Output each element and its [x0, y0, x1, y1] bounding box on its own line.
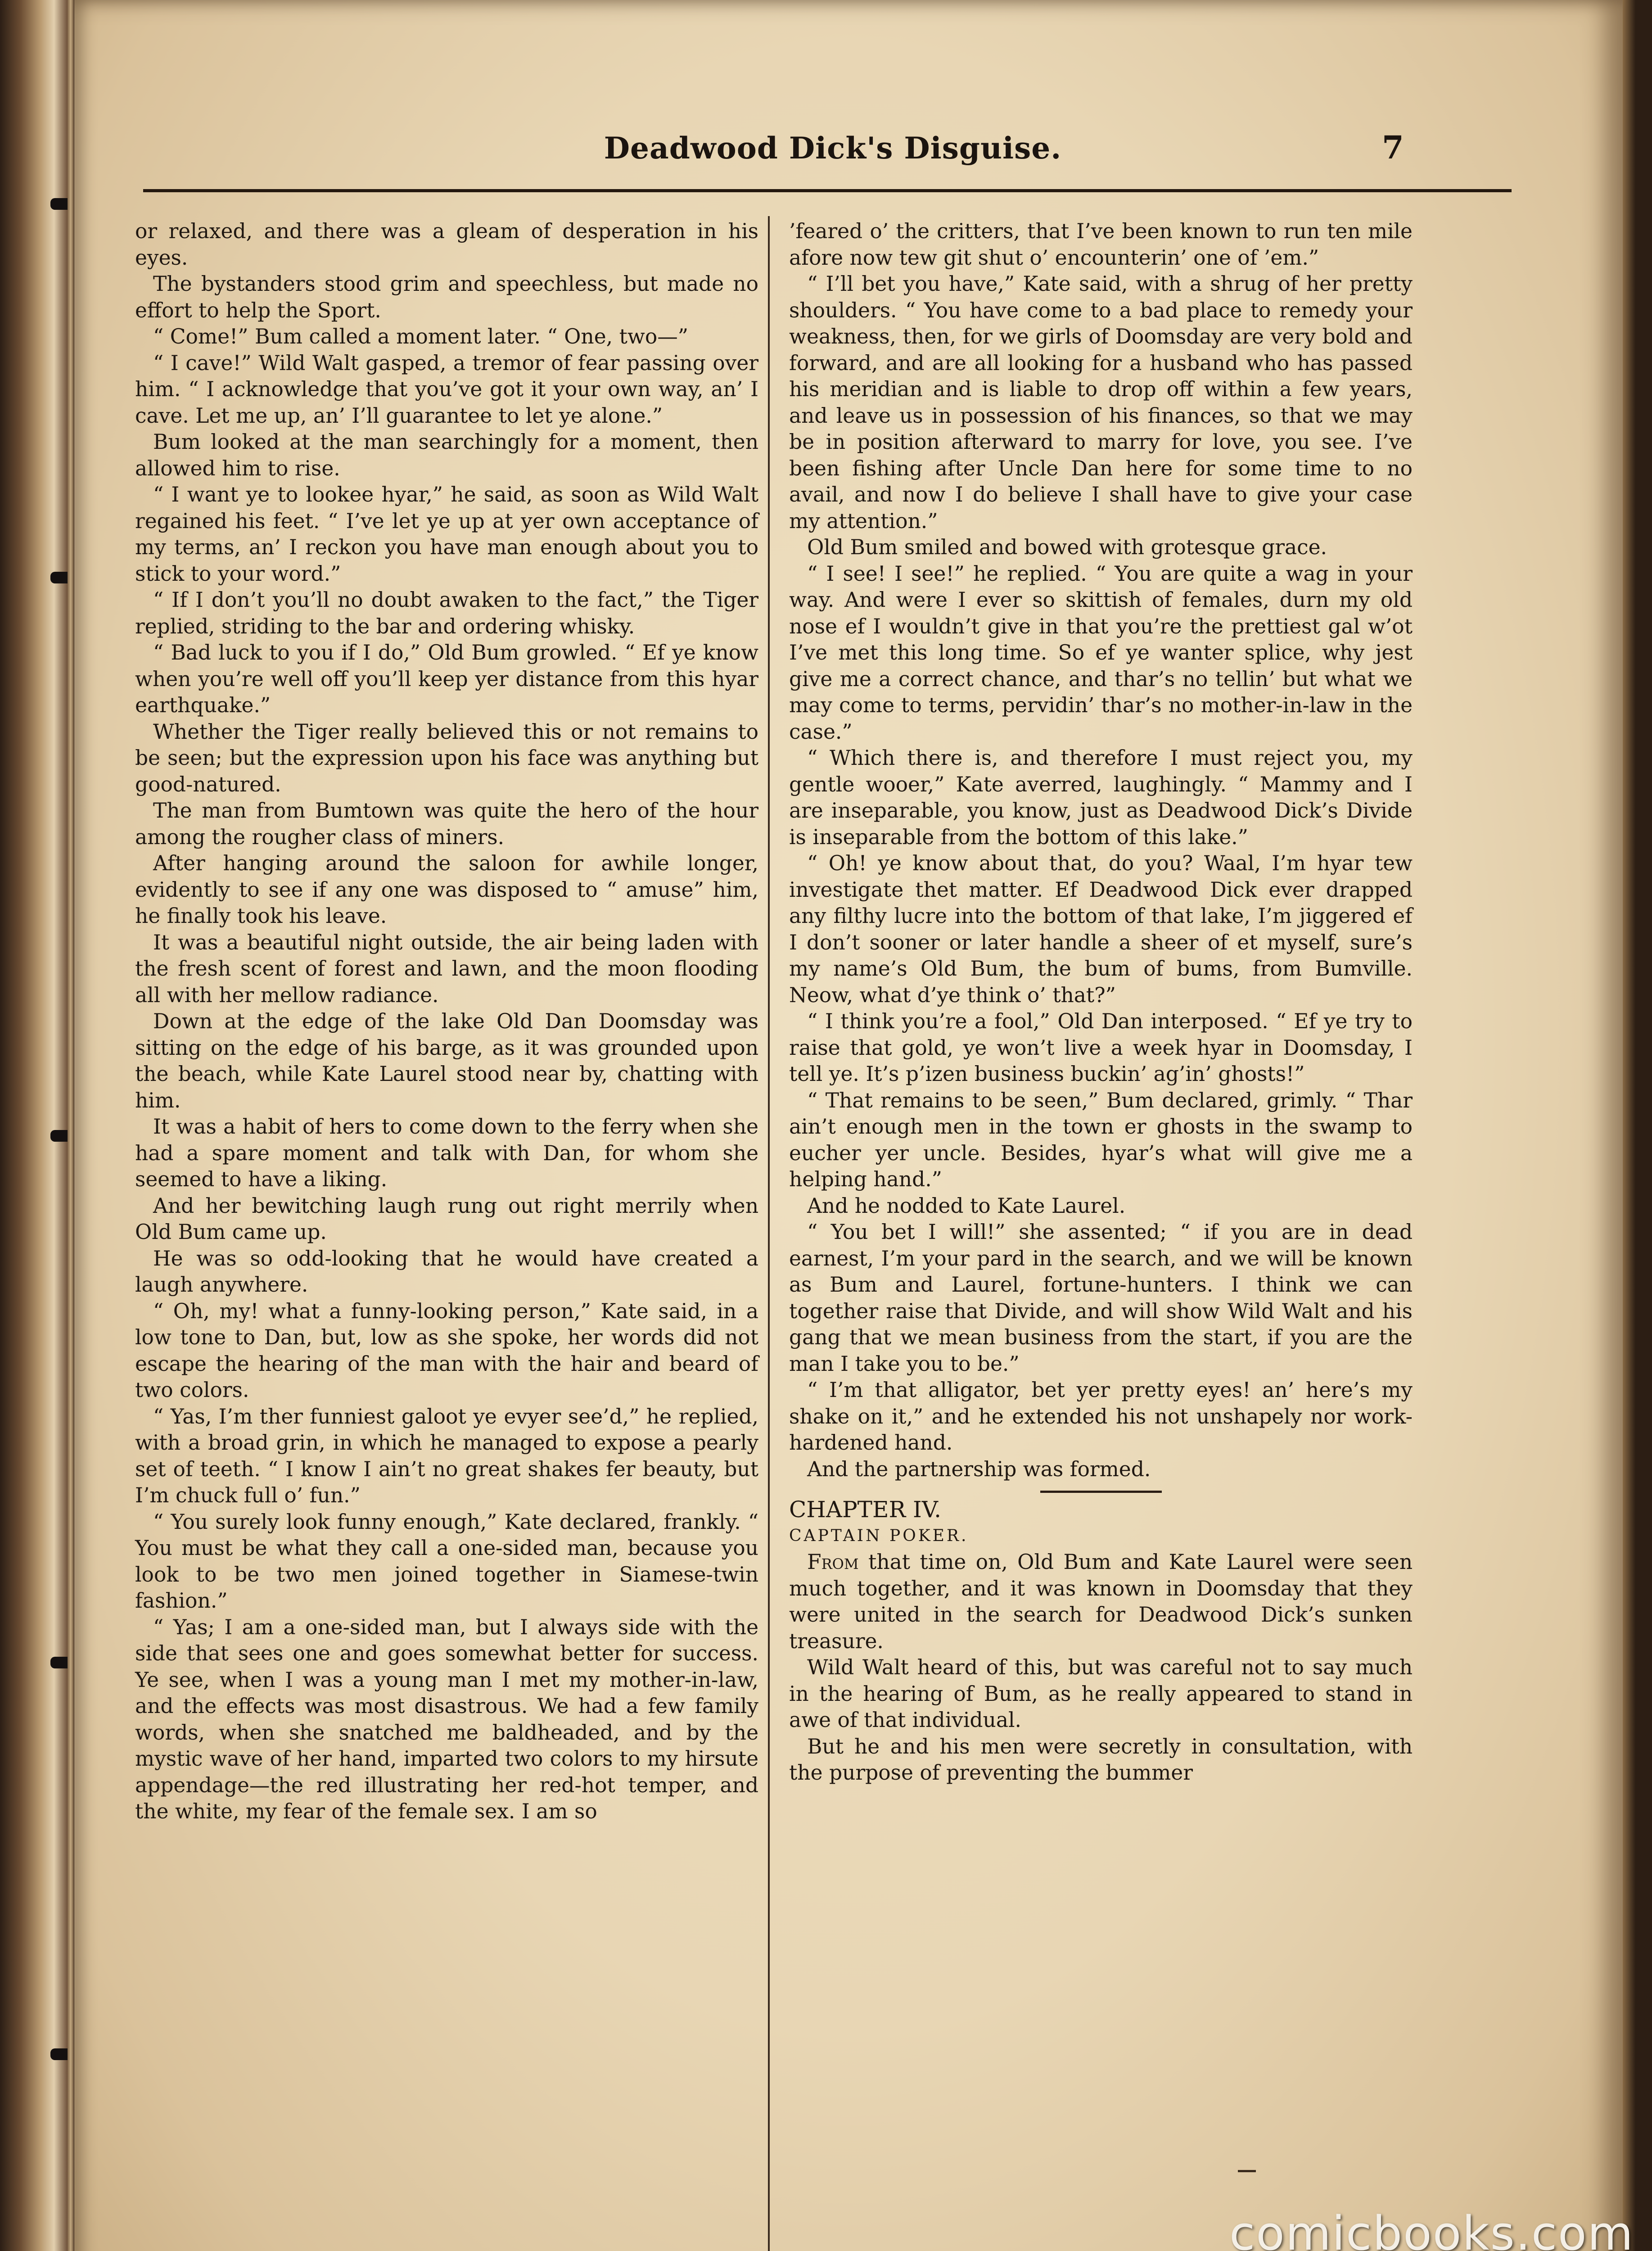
- paragraph: “ Oh! ye know about that, do you? Waal, I’m hyar tew investigate thet matter. Ef Deadwood Dick ever drapped any filthy lucre into the bottom of that lake, I’m jiggered ef I don’t sooner or later handle a sheer of et myself, sure’s my name’s Old Bum, the bum of bums, from Bumville. Neow, what d’ye think o’ that?”: [789, 851, 1413, 1007]
- paragraph: It was a beautiful night outside, the air being laden with the fresh scent of forest and lawn, and the moon flooding all with her mellow radiance.: [135, 930, 758, 1007]
- paragraph: It was a habit of hers to come down to the ferry when she had a spare moment and talk with Dan, for whom she seemed to have a liking.: [135, 1115, 758, 1191]
- paragraph: “ You bet I will!” she assented; “ if you are in dead earnest, I’m your pard in the search, and we will be known as Bum and Laurel, fortune-hunters. I think we can together raise that Divide, and will show Wild Walt and his gang that we mean business from the start, if you are the man I take you to be.”: [789, 1220, 1413, 1376]
- paragraph: Wild Walt heard of this, but was careful not to say much in the hearing of Bum, as he really appeared to stand in awe of that individual.: [789, 1655, 1413, 1732]
- paragraph: Whether the Tiger really believed this or not remains to be seen; but the expression upon his face was anything but good-natured.: [135, 719, 758, 796]
- paragraph: “ Oh, my! what a funny-looking person,” Kate said, in a low tone to Dan, but, low as she spoke, her words did not escape the hearing of the man with the hair and beard of two colors.: [135, 1299, 758, 1402]
- paragraph: or relaxed, and there was a gleam of desperation in his eyes.: [135, 219, 758, 270]
- chapter-rule: [1040, 1491, 1162, 1493]
- paragraph: ’feared o’ the critters, that I’ve been known to run ten mile afore now tew git shut o’ encounterin’ one of ’em.”: [789, 219, 1413, 270]
- paragraph: He was so odd-looking that he would have created a laugh anywhere.: [135, 1246, 758, 1297]
- binding-thread: [68, 0, 74, 2251]
- chapter-subtitle: CAPTAIN POKER.: [789, 1526, 969, 1545]
- paragraph: “ You surely look funny enough,” Kate declared, frankly. “ You must be what they call a one-sided man, because you look to be two men joined together in Siamese-twin fashion.”: [135, 1510, 758, 1613]
- paragraph: “ Come!” Bum called a moment later. “ One, two—”: [153, 325, 688, 348]
- header-rule: [143, 189, 1512, 192]
- page-number: 7: [1382, 129, 1404, 166]
- paragraph: “ Bad luck to you if I do,” Old Bum growled. “ Ef ye know when you’re well off you’ll keep yer distance from this hyar earthquake.”: [135, 641, 758, 717]
- paragraph-lead: From: [807, 1550, 859, 1574]
- paragraph: “ Which there is, and therefore I must reject you, my gentle wooer,” Kate averred, laughingly. “ Mammy and I are inseparable, you know, just as Deadwood Dick’s Divide is inseparable from the bottom of this lake.”: [789, 746, 1413, 849]
- paragraph: And her bewitching laugh rung out right merrily when Old Bum came up.: [135, 1193, 758, 1244]
- chapter-title: CHAPTER IV.: [789, 1496, 942, 1523]
- paragraph: After hanging around the saloon for awhile longer, evidently to see if any one was disposed to “ amuse” him, he finally took his leave.: [135, 851, 758, 928]
- paragraph: Down at the edge of the lake Old Dan Doomsday was sitting on the edge of his barge, as it was grounded upon the beach, while Kate Laurel stood near by, chatting with him.: [135, 1009, 758, 1112]
- paragraph: “ I’m that alligator, bet yer pretty eyes! an’ here’s my shake on it,” and he extended his not unshapely nor work-hardened hand.: [789, 1378, 1413, 1455]
- column-divider: [768, 216, 770, 2251]
- right-column: [789, 218, 1413, 1786]
- paragraph: But he and his men were secretly in consultation, with the purpose of preventing the bummer: [789, 1734, 1413, 1785]
- paragraph: Old Bum smiled and bowed with grotesque grace.: [807, 535, 1327, 559]
- paragraph: “ I think you’re a fool,” Old Dan interposed. “ Ef ye try to raise that gold, ye won’t live a week hyar in Doomsday, I tell ye. It’s p’izen business buckin’ ag’in’ ghosts!”: [789, 1009, 1413, 1086]
- right-column-body: [789, 218, 1413, 1483]
- paragraph: “ I see! I see!” he replied. “ You are quite a wag in your way. And were I ever so skittish of females, durn my old nose ef I wouldn’t give in that you’re the prettiest gal w’ot I’ve met this long time. So ef ye wanter splice, why jest give me a correct chance, and thar’s no tellin’ but what we may come to terms, pervidin’ thar’s no mother-in-law in the case.”: [789, 561, 1413, 744]
- paragraph: “ Yas; I am a one-sided man, but I always side with the side that sees one and goes somewhat better for success. Ye see, when I was a young man I met my mother-in-law, and the effects was most disastrous. We had a few family words, when she snatched me baldheaded, and by the mystic wave of her hand, imparted two colors to my hirsute appendage—the red illustrating her red-hot temper, and the white, my fear of the female sex. I am so: [135, 1615, 758, 1823]
- paragraph: “ If I don’t you’ll no doubt awaken to the fact,” the Tiger replied, striding to the bar and ordering whisky.: [135, 588, 758, 638]
- paragraph: Bum looked at the man searchingly for a moment, then allowed him to rise.: [135, 430, 758, 480]
- left-column: [135, 218, 758, 1825]
- chapter-body: [789, 1549, 1413, 1786]
- paragraph: [789, 1549, 1413, 1654]
- paragraph-text: that time on, Old Bum and Kate Laurel were seen much together, and it was known in Doomsday that they were united in the search for Deadwood Dick’s sunken treasure.: [789, 1550, 1413, 1653]
- paragraph: “ That remains to be seen,” Bum declared, grimly. “ Thar ain’t enough men in the town er ghosts in the swamp to eucher yer uncle. Besides, hyar’s what will give me a helping hand.”: [789, 1088, 1413, 1191]
- paragraph: “ I want ye to lookee hyar,” he said, as soon as Wild Walt regained his feet. “ I’ve let ye up at yer own acceptance of my terms, an’ I reckon you have man enough about you to stick to your word.”: [135, 483, 758, 586]
- watermark: comicbooks.com: [1229, 2206, 1634, 2251]
- paragraph: “ Yas, I’m ther funniest galoot ye evyer see’d,” he replied, with a broad grin, in which he managed to expose a pearly set of teeth. “ I know I ain’t no great shakes fer beauty, but I’m chuck full o’ fun.”: [135, 1404, 758, 1507]
- paragraph: And the partnership was formed.: [807, 1457, 1151, 1481]
- paragraph: “ I’ll bet you have,” Kate said, with a shrug of her pretty shoulders. “ You have come to a bad place to remedy your weakness, then, for we girls of Doomsday are very bold and forward, and are all looking for a husband who has passed his meridian and is liable to drop off within a few years, and leave us in possession of his finances, so that we may be in position afterward to marry for love, you see. I’ve been fishing after Uncle Dan here for some time to no avail, and now I do believe I shall have to give your case my attention.”: [789, 272, 1413, 533]
- paragraph: The bystanders stood grim and speechless, but made no effort to help the Sport.: [135, 272, 758, 322]
- page-mark: [1238, 2170, 1256, 2172]
- running-header-title: Deadwood Dick's Disguise.: [604, 131, 1062, 166]
- facing-page-edge: [0, 0, 68, 2251]
- paragraph: The man from Bumtown was quite the hero of the hour among the rougher class of miners.: [135, 799, 758, 849]
- paragraph: “ I cave!” Wild Walt gasped, a tremor of fear passing over him. “ I acknowledge that you’ve got it your own way, an’ I cave. Let me up, an’ I’ll guarantee to let ye alone.”: [135, 351, 758, 428]
- paragraph: And he nodded to Kate Laurel.: [807, 1193, 1126, 1218]
